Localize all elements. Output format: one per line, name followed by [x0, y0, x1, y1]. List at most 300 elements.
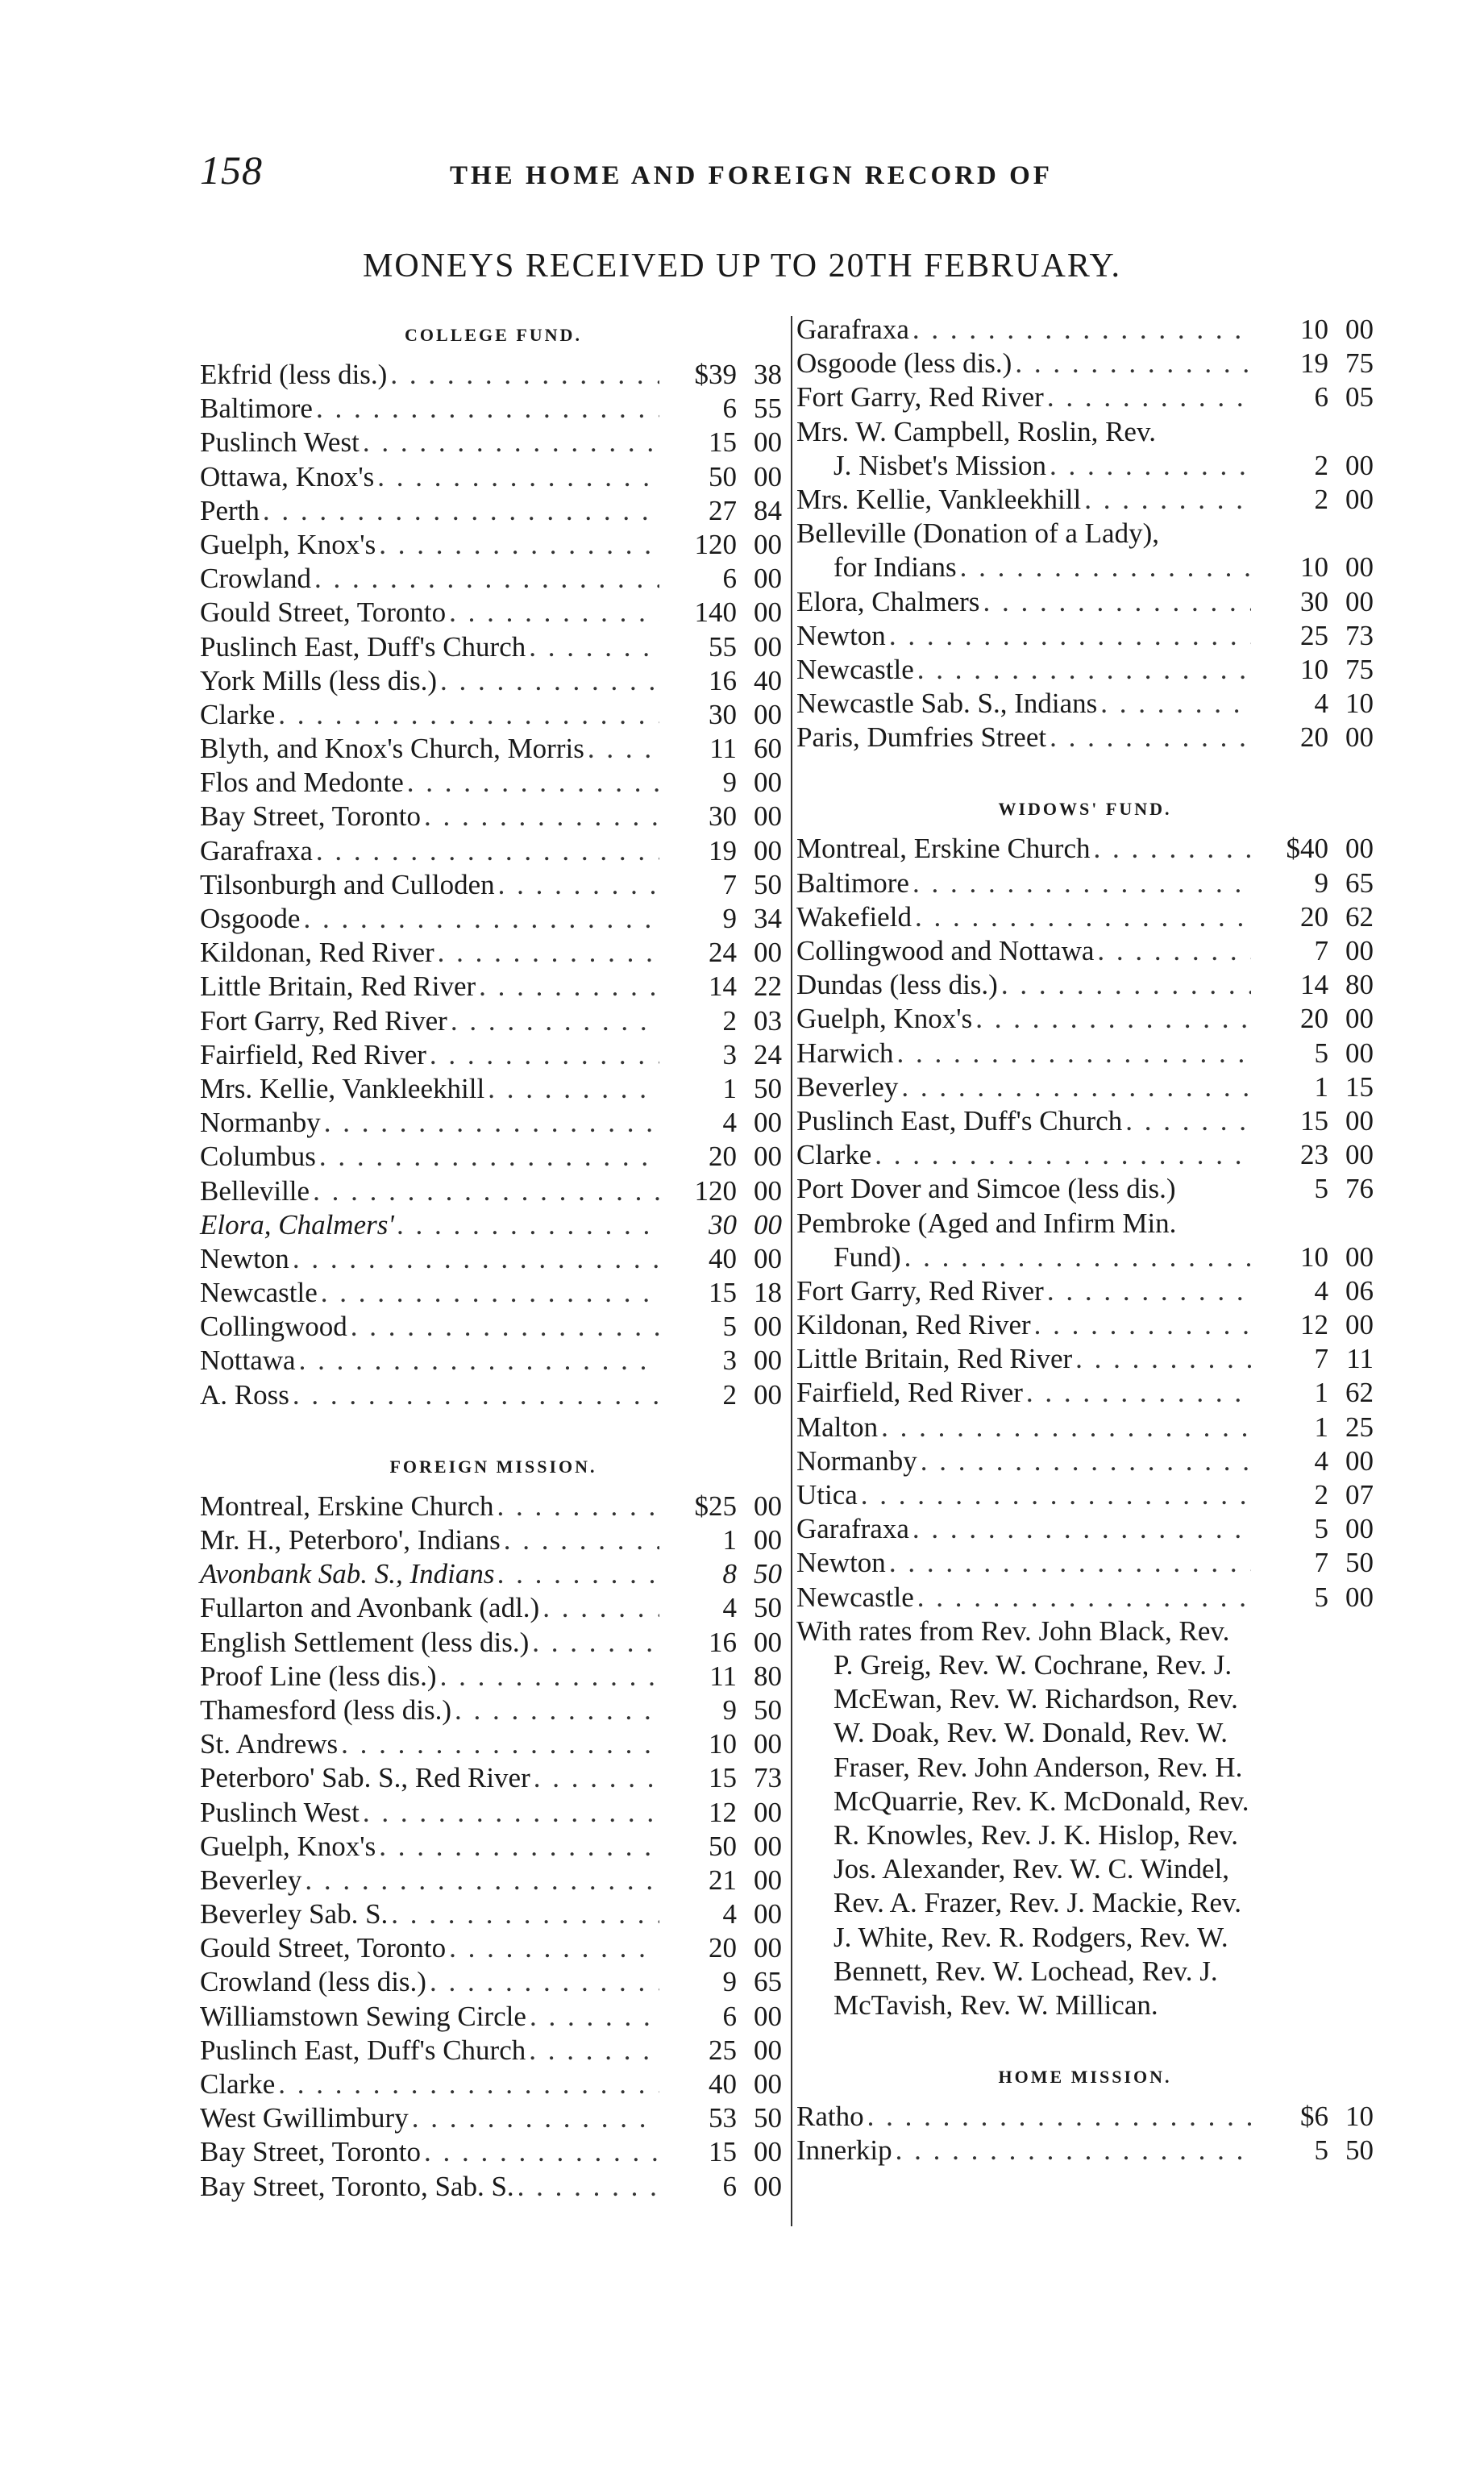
- ledger-row: [796, 313, 1374, 347]
- ledger-row: [796, 380, 1374, 414]
- amount-cents: 76: [1345, 1173, 1374, 1205]
- amount: [1254, 1444, 1374, 1478]
- amount-dollars: 4: [722, 1898, 737, 1930]
- amount-dollars: 30: [1300, 585, 1328, 617]
- amount-cents: 05: [1345, 381, 1374, 414]
- dot-leader: [921, 1444, 1251, 1478]
- amount-cents: 00: [754, 834, 782, 866]
- amount-cents: 80: [754, 1660, 782, 1692]
- dot-leader: [504, 1523, 659, 1557]
- amount-cents: 65: [754, 1966, 782, 1998]
- amount-dollars: 9: [722, 1693, 737, 1726]
- entry-name: Ottawa, Knox's: [200, 460, 375, 492]
- amount: [1254, 1002, 1374, 1036]
- entry-name: Fullarton and Avonbank (adl.): [200, 1592, 540, 1624]
- amount-cents: 00: [754, 2136, 782, 2168]
- ledger-row: [200, 2170, 787, 2204]
- ledger-row: [796, 1444, 1374, 1478]
- entry-name: Innerkip: [796, 2134, 892, 2167]
- amount-dollars: 30: [709, 698, 737, 730]
- ledger-row: [200, 1761, 787, 1795]
- dot-leader: [875, 1138, 1251, 1172]
- amount-cents: 00: [754, 1524, 782, 1556]
- amount-cents: 62: [1345, 1377, 1374, 1409]
- ledger-row: [796, 517, 1374, 551]
- amount: [663, 970, 782, 1004]
- entry-name: Pembroke (Aged and Infirm Min.: [796, 1207, 1177, 1239]
- ledger-row: [796, 415, 1374, 449]
- rates-note-line: J. White, Rev. R. Rodgers, Rev. W.: [833, 1921, 1228, 1953]
- amount-cents: 00: [754, 2068, 782, 2100]
- amount: [663, 630, 782, 664]
- amount-cents: 50: [754, 1592, 782, 1624]
- amount: [1254, 653, 1374, 687]
- dot-leader: [542, 1591, 659, 1625]
- ledger-row: [200, 970, 787, 1004]
- ledger-row: [796, 1411, 1374, 1444]
- amount-cents: 38: [754, 359, 782, 390]
- ledger-row: [200, 1591, 787, 1625]
- amount-dollars: 25: [709, 2034, 737, 2066]
- amount-dollars: 1: [722, 1072, 737, 1104]
- entry-name: Fairfield, Red River: [200, 1038, 426, 1070]
- amount: [1254, 2100, 1374, 2134]
- amount-cents: 07: [1345, 1479, 1374, 1511]
- entry-name: Ekfrid (less dis.): [200, 359, 388, 390]
- amount-cents: 00: [754, 1344, 782, 1377]
- amount: [663, 936, 782, 970]
- amount-dollars: 15: [709, 2136, 737, 2168]
- entry-name: Mrs. Kellie, Vankleekhill: [200, 1072, 485, 1104]
- dot-leader: [901, 1070, 1251, 1104]
- dot-leader: [881, 1411, 1251, 1444]
- entry-name: Fort Garry, Red River: [796, 381, 1044, 414]
- ledger-row: [796, 1581, 1374, 1615]
- amount-cents: 00: [754, 1864, 782, 1896]
- dot-leader: [438, 936, 659, 970]
- ledger-row: [796, 1478, 1374, 1512]
- amount-dollars: $25: [694, 1490, 737, 1522]
- amount-dollars: 1: [722, 1524, 737, 1556]
- amount-dollars: 15: [709, 1762, 737, 1794]
- amount-cents: 00: [1345, 1104, 1374, 1137]
- dot-leader: [498, 1557, 659, 1591]
- amount-cents: 40: [754, 664, 782, 696]
- entry-name: Gould Street, Toronto: [200, 596, 447, 629]
- amount-dollars: 7: [1314, 1547, 1328, 1579]
- dot-leader: [424, 2135, 659, 2169]
- amount: [663, 1140, 782, 1174]
- rates-note-line: Rev. A. Frazer, Rev. J. Mackie, Rev.: [833, 1887, 1241, 1919]
- ledger-row: [796, 449, 1374, 483]
- rates-note-line: Fraser, Rev. John Anderson, Rev. H.: [833, 1751, 1243, 1783]
- dot-leader: [867, 2100, 1251, 2134]
- entry-name: Paris, Dumfries Street: [796, 721, 1047, 754]
- dot-leader: [534, 1761, 659, 1795]
- entry-name: Guelph, Knox's: [796, 1003, 973, 1035]
- entry-name: Elora, Chalmers': [200, 1208, 394, 1240]
- ledger-row: [200, 1378, 787, 1412]
- entry-name: Proof Line (less dis.): [200, 1660, 437, 1692]
- amount-dollars: 140: [694, 596, 737, 629]
- ledger-row: [796, 1138, 1374, 1172]
- amount-dollars: 4: [722, 1592, 737, 1624]
- ledger-row: [796, 721, 1374, 754]
- amount: [663, 1038, 782, 1072]
- amount: [1254, 1512, 1374, 1546]
- ledger-row: [200, 1897, 787, 1931]
- dot-leader: [379, 1830, 659, 1864]
- rates-note-line: McQuarrie, Rev. K. McDonald, Rev.: [833, 1785, 1249, 1817]
- amount: [1254, 517, 1374, 551]
- amount-dollars: 3: [722, 1344, 737, 1377]
- amount: [663, 1830, 782, 1864]
- entry-name: Malton: [796, 1411, 879, 1443]
- entry-name: Nottawa: [200, 1344, 296, 1377]
- rates-note-line: P. Greig, Rev. W. Cochrane, Rev. J.: [833, 1648, 1233, 1681]
- ledger-row: [200, 1864, 787, 1897]
- amount-dollars: 10: [1300, 551, 1328, 584]
- entry-name: Clarke: [796, 1139, 872, 1171]
- amount-dollars: 20: [1300, 721, 1328, 754]
- entry-name: Blyth, and Knox's Church, Morris: [200, 733, 584, 765]
- amount: [1254, 449, 1374, 483]
- column-divider: [791, 316, 792, 2226]
- dot-leader: [912, 1512, 1251, 1546]
- ledger-row: [796, 2100, 1374, 2134]
- ledger-row: [796, 1342, 1374, 1376]
- amount: [663, 1310, 782, 1344]
- ledger-row: [796, 347, 1374, 380]
- amount-cents: 62: [1345, 900, 1374, 933]
- amount-cents: 50: [1345, 1547, 1374, 1579]
- dot-leader: [889, 619, 1251, 653]
- dot-leader: [293, 1242, 659, 1276]
- dot-leader: [424, 800, 659, 833]
- amount-cents: 50: [754, 1072, 782, 1104]
- dot-leader: [305, 1864, 659, 1897]
- amount-dollars: 120: [694, 528, 737, 560]
- amount-dollars: 12: [1300, 1309, 1328, 1341]
- ledger-row: [796, 551, 1374, 584]
- amount: [1254, 347, 1374, 380]
- amount-cents: 50: [754, 1558, 782, 1590]
- amount: [663, 698, 782, 732]
- dot-leader: [960, 551, 1251, 584]
- amount-cents: 00: [754, 1141, 782, 1173]
- ledger-row: [796, 1546, 1374, 1580]
- amount: [1254, 721, 1374, 754]
- home-mission-heading: HOME MISSION.: [998, 2067, 1172, 2088]
- amount-dollars: 1: [1314, 1411, 1328, 1443]
- journal-title: THE HOME AND FOREIGN RECORD OF: [450, 161, 1053, 190]
- entry-name: Beverley: [200, 1864, 302, 1896]
- amount: [663, 1931, 782, 1965]
- amount-cents: 00: [754, 698, 782, 730]
- dot-leader: [518, 2170, 659, 2204]
- amount-dollars: 1: [1314, 1377, 1328, 1409]
- ledger-row: [796, 1240, 1374, 1274]
- amount: [663, 2135, 782, 2169]
- dot-leader: [1050, 721, 1251, 754]
- amount: [663, 1761, 782, 1795]
- dot-leader: [303, 902, 659, 936]
- entry-name: Fairfield, Red River: [796, 1377, 1023, 1409]
- amount-dollars: 3: [722, 1038, 737, 1070]
- ledger-row: [200, 902, 787, 936]
- entry-name: Little Britain, Red River: [796, 1343, 1073, 1375]
- amount-cents: 00: [754, 426, 782, 459]
- amount-dollars: 7: [722, 868, 737, 900]
- entry-name: Garafraxa: [796, 1513, 909, 1545]
- amount: [1254, 1274, 1374, 1308]
- amount-dollars: 1: [1314, 1070, 1328, 1103]
- amount-dollars: 15: [709, 426, 737, 459]
- ledger-row: [200, 1931, 787, 1965]
- entry-name: Newcastle: [796, 1581, 914, 1613]
- dot-leader: [412, 2101, 659, 2135]
- amount: [663, 1864, 782, 1897]
- amount: [1254, 1240, 1374, 1274]
- dot-leader: [1047, 1274, 1251, 1308]
- amount: [663, 460, 782, 494]
- entry-name: Utica: [796, 1479, 858, 1511]
- amount: [663, 1660, 782, 1693]
- amount-dollars: 5: [1314, 2134, 1328, 2167]
- amount-cents: 00: [1345, 483, 1374, 515]
- entry-name: Harwich: [796, 1037, 894, 1069]
- ledger-row: [200, 664, 787, 698]
- amount-dollars: 2: [722, 1004, 737, 1037]
- entry-name: Crowland (less dis.): [200, 1966, 426, 1998]
- amount-dollars: 8: [722, 1558, 737, 1590]
- amount-cents: 10: [1345, 2101, 1374, 2133]
- ledger-row: [796, 687, 1374, 721]
- amount-dollars: 4: [1314, 1274, 1328, 1307]
- entry-name: Perth: [200, 494, 260, 526]
- amount-cents: 00: [754, 1208, 782, 1240]
- amount-dollars: 14: [709, 970, 737, 1003]
- entry-name: for Indians: [833, 551, 957, 584]
- ledger-row: [200, 494, 787, 528]
- dot-leader: [379, 528, 659, 562]
- amount: [663, 1727, 782, 1761]
- entry-name: Fort Garry, Red River: [200, 1004, 447, 1037]
- entry-name: Tilsonburgh and Culloden: [200, 868, 495, 900]
- amount: [1254, 1478, 1374, 1512]
- amount-cents: 03: [754, 1004, 782, 1037]
- entry-name: Newton: [200, 1242, 289, 1274]
- amount-cents: 00: [754, 937, 782, 969]
- amount: [663, 2034, 782, 2068]
- ledger-row: [200, 1242, 787, 1276]
- amount-cents: 00: [1345, 1003, 1374, 1035]
- ledger-row: [200, 358, 787, 392]
- dot-leader: [377, 460, 659, 494]
- entry-name: Fund): [833, 1240, 901, 1273]
- dot-leader: [293, 1378, 659, 1412]
- entry-name: Wakefield: [796, 900, 912, 933]
- ledger-row: [200, 1557, 787, 1591]
- amount-cents: 11: [1346, 1343, 1374, 1375]
- amount-dollars: 2: [1314, 1479, 1328, 1511]
- amount-dollars: 2: [1314, 449, 1328, 481]
- amount-dollars: 5: [1314, 1581, 1328, 1613]
- ledger-row: [796, 866, 1374, 900]
- amount-cents: 00: [754, 563, 782, 595]
- amount-cents: 00: [754, 1898, 782, 1930]
- dot-leader: [316, 834, 659, 868]
- entry-name: Garafraxa: [796, 314, 909, 345]
- entry-name: Puslinch East, Duff's Church: [200, 2034, 526, 2066]
- amount-dollars: 11: [709, 733, 737, 765]
- amount-dollars: 16: [709, 664, 737, 696]
- amount-cents: 84: [754, 494, 782, 526]
- amount: [1254, 380, 1374, 414]
- amount-cents: 00: [754, 1932, 782, 1964]
- amount: [663, 426, 782, 459]
- amount-dollars: $39: [694, 359, 737, 390]
- amount-dollars: 2: [722, 1378, 737, 1411]
- rates-note: [796, 1615, 1374, 2022]
- dot-leader: [363, 426, 659, 459]
- amount-cents: 15: [1345, 1070, 1374, 1103]
- amount: [663, 1523, 782, 1557]
- amount-cents: 00: [1345, 935, 1374, 966]
- entry-name: Collingwood: [200, 1311, 347, 1343]
- ledger-row: [200, 868, 787, 902]
- entry-name: J. Nisbet's Mission: [833, 449, 1046, 481]
- amount: [1254, 313, 1374, 347]
- entry-name: Puslinch West: [200, 1796, 360, 1828]
- amount-dollars: 14: [1300, 969, 1328, 1001]
- amount: [663, 1242, 782, 1276]
- ledger-row: [796, 585, 1374, 619]
- entry-name: Fort Garry, Red River: [796, 1274, 1044, 1307]
- entry-name: Newcastle: [796, 653, 914, 685]
- amount-cents: 50: [754, 868, 782, 900]
- dot-leader: [316, 392, 659, 426]
- ledger-row: [200, 1072, 787, 1106]
- amount-cents: 00: [1345, 721, 1374, 754]
- amount: [663, 1626, 782, 1660]
- amount: [1254, 619, 1374, 653]
- entry-name: Beverley Sab. S.: [200, 1898, 389, 1930]
- amount: [663, 1344, 782, 1378]
- amount-dollars: 5: [1314, 1037, 1328, 1069]
- amount-cents: 00: [1345, 1309, 1374, 1341]
- ledger-row: [200, 2034, 787, 2068]
- ledger-row: [796, 483, 1374, 517]
- entry-name: Montreal, Erskine Church: [200, 1490, 494, 1522]
- amount-dollars: 53: [709, 2102, 737, 2134]
- dot-leader: [1075, 1342, 1251, 1376]
- amount-cents: 00: [1345, 314, 1374, 345]
- amount: [1254, 1546, 1374, 1580]
- entry-name: Garafraxa: [200, 834, 313, 866]
- dot-leader: [479, 970, 659, 1004]
- entry-name: Normanby: [796, 1444, 917, 1477]
- ledger-row: [200, 732, 787, 766]
- ledger-row: [796, 1207, 1374, 1240]
- entry-name: York Mills (less dis.): [200, 664, 437, 696]
- amount-cents: 00: [754, 1626, 782, 1658]
- entry-name: Kildonan, Red River: [796, 1309, 1031, 1341]
- amount: [1254, 415, 1374, 449]
- dot-leader: [529, 630, 659, 664]
- amount: [1254, 900, 1374, 934]
- amount: [663, 732, 782, 766]
- amount-cents: 00: [754, 1796, 782, 1828]
- page-title: MONEYS RECEIVED UP TO 20TH FEBRUARY.: [363, 247, 1121, 285]
- amount: [1254, 1070, 1374, 1104]
- amount-cents: 00: [754, 2034, 782, 2066]
- widows-fund-heading: WIDOWS' FUND.: [998, 799, 1172, 820]
- dot-leader: [313, 1174, 659, 1208]
- amount-cents: 00: [754, 1107, 782, 1139]
- amount-cents: 00: [1345, 585, 1374, 617]
- amount-dollars: $40: [1286, 833, 1328, 865]
- ledger-row: [200, 1965, 787, 1999]
- ledger-row: [796, 1512, 1374, 1546]
- dot-leader: [278, 698, 659, 732]
- dot-leader: [532, 1626, 659, 1660]
- ledger-row: [796, 1172, 1374, 1206]
- ledger-row: [796, 2134, 1374, 2167]
- ledger-row: [200, 392, 787, 426]
- rates-note-line: Bennett, Rev. W. Lochead, Rev. J.: [833, 1955, 1218, 1987]
- ledger-row: [200, 1208, 787, 1242]
- amount-dollars: 12: [709, 1796, 737, 1828]
- ledger-row: [796, 1104, 1374, 1138]
- entry-name: Osgoode (less dis.): [796, 347, 1012, 380]
- amount-dollars: 15: [1300, 1104, 1328, 1137]
- amount: [663, 902, 782, 936]
- amount: [663, 1965, 782, 1999]
- ledger-row: [200, 1830, 787, 1864]
- amount-dollars: 15: [709, 1277, 737, 1309]
- entry-name: Newcastle: [200, 1277, 318, 1309]
- dot-leader: [588, 732, 659, 766]
- amount: [1254, 585, 1374, 619]
- amount-cents: 00: [754, 2170, 782, 2202]
- amount: [663, 596, 782, 630]
- amount-dollars: 23: [1300, 1139, 1328, 1171]
- amount-cents: 00: [1345, 1581, 1374, 1613]
- amount: [1254, 1581, 1374, 1615]
- dot-leader: [1047, 380, 1251, 414]
- ledger-row: [200, 800, 787, 833]
- ledger-row: [796, 1274, 1374, 1308]
- amount: [663, 1174, 782, 1208]
- entry-name: Flos and Medonte: [200, 767, 404, 799]
- amount-dollars: 5: [1314, 1173, 1328, 1205]
- ledger-row: [200, 630, 787, 664]
- ledger-row: [200, 562, 787, 596]
- dot-leader: [1050, 449, 1251, 483]
- amount-cents: 00: [1345, 1037, 1374, 1069]
- amount-dollars: 9: [722, 903, 737, 934]
- amount: [663, 392, 782, 426]
- amount-cents: 00: [1345, 449, 1374, 481]
- dot-leader: [314, 562, 659, 596]
- amount-cents: 80: [1345, 969, 1374, 1001]
- amount: [663, 1490, 782, 1523]
- amount-cents: 34: [754, 903, 782, 934]
- widows-fund-list: [796, 832, 1374, 1614]
- entry-name: Port Dover and Simcoe (less dis.): [796, 1173, 1176, 1205]
- ledger-row: [796, 1308, 1374, 1342]
